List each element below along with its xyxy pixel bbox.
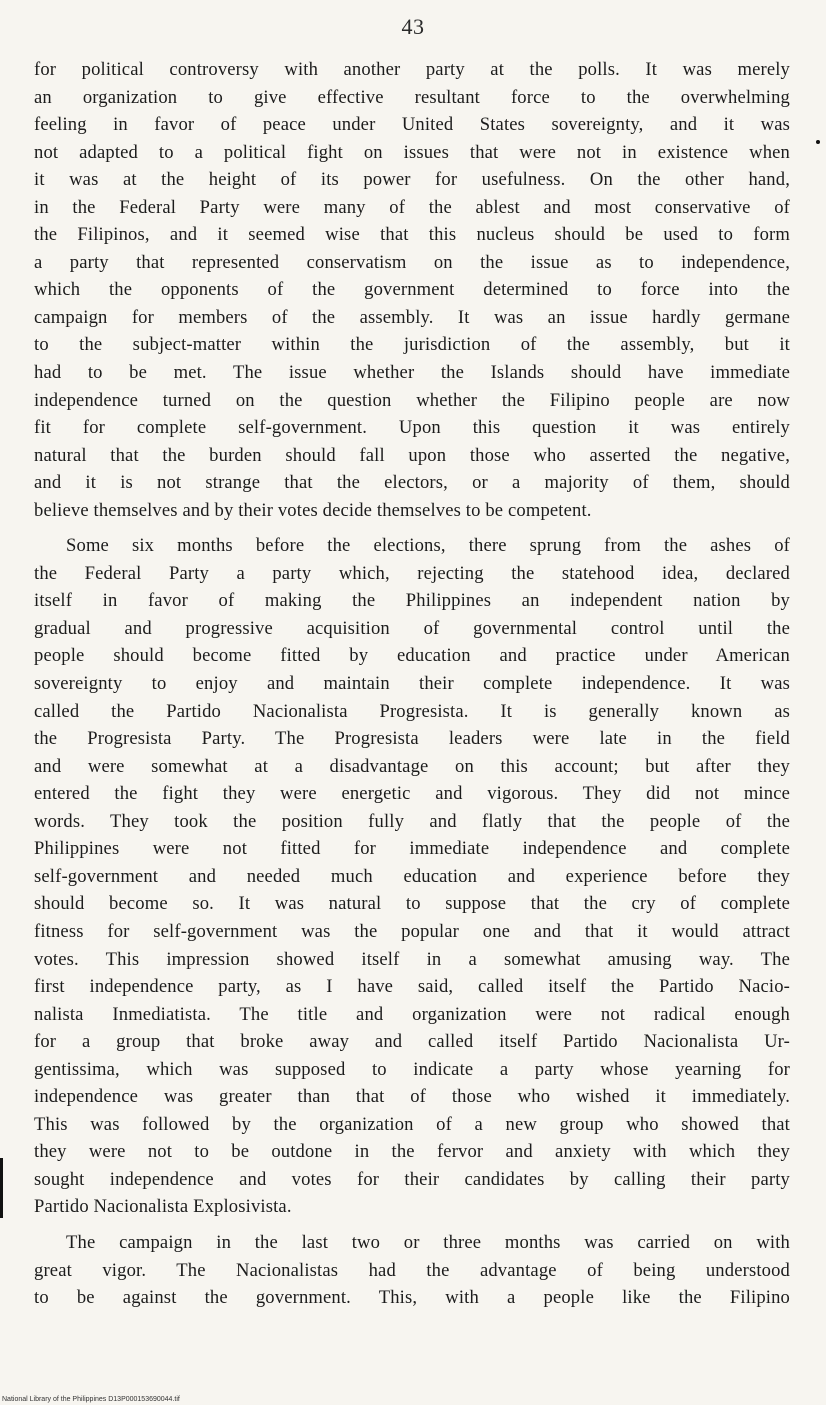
text-line: the Filipinos, and it seemed wise that this nucleus should be used to form xyxy=(34,224,790,246)
text-line: words. They took the position fully and flatly that the people of the xyxy=(34,810,790,832)
text-line: for political controversy with another party at the polls. It was merely xyxy=(34,59,790,80)
margin-mark xyxy=(816,140,820,144)
text-line: campaign for members of the assembly. It was an issue hardly germane xyxy=(34,306,790,328)
text-line: a party that represented conservatism on the issue as to independence, xyxy=(34,251,790,273)
text-line: the Federal Party a party which, rejecting the statehood idea, declared xyxy=(34,562,790,584)
text-line: nalista Inmediatista. The title and organization were not radical enough xyxy=(34,1003,790,1025)
text-line: This was followed by the organization of a new group who showed that xyxy=(34,1113,790,1135)
text-line: independence was greater than that of those who wished it immediately. xyxy=(34,1086,790,1108)
text-line: and it is not strange that the electors, or a majority of them, should xyxy=(34,472,790,494)
margin-bar xyxy=(0,1158,3,1218)
text-line: great vigor. The Nacionalistas had the advantage of being understood xyxy=(34,1259,790,1281)
text-line: in the Federal Party were many of the ablest and most conservative of xyxy=(34,196,790,218)
text-line: called the Partido Nacionalista Progresista. It is generally known as xyxy=(34,700,790,722)
text-line: had to be met. The issue whether the Islands should have immediate xyxy=(34,362,790,384)
paragraph-gap xyxy=(34,524,790,532)
text-line: which the opponents of the government determined to force into the xyxy=(34,279,790,301)
text-line: an organization to give effective resultant force to the overwhelming xyxy=(34,86,790,108)
text-line: they were not to be outdone in the fervor and anxiety with which they xyxy=(34,1141,790,1163)
text-line: to be against the government. This, with a people like the Filipino xyxy=(34,1287,790,1309)
text-line: The campaign in the last two or three months was carried on with xyxy=(66,1231,790,1253)
body-text xyxy=(34,56,790,1312)
text-line: sovereignty to enjoy and maintain their complete independence. It was xyxy=(34,673,790,695)
text-line: should become so. It was natural to suppose that the cry of complete xyxy=(34,893,790,915)
text-line: to the subject-matter within the jurisdiction of the assembly, but it xyxy=(34,334,790,356)
scan-footer: National Library of the Philippines D13P000153690044.tif xyxy=(2,1396,180,1403)
paragraph-gap xyxy=(34,1221,790,1229)
text-line: votes. This impression showed itself in a somewhat amusing way. The xyxy=(34,948,790,970)
text-line: entered the fight they were energetic and vigorous. They did not mince xyxy=(34,783,790,805)
text-line: and were somewhat at a disadvantage on this account; but after they xyxy=(34,755,790,777)
text-line: fit for complete self-government. Upon this question it was entirely xyxy=(34,417,790,439)
text-line: believe themselves and by their votes decide themselves to be competent. xyxy=(34,499,592,521)
paragraph xyxy=(34,532,790,1221)
text-line: sought independence and votes for their candidates by calling their party xyxy=(34,1168,790,1190)
text-line: the Progresista Party. The Progresista leaders were late in the field xyxy=(34,728,790,750)
text-line: independence turned on the question whether the Filipino people are now xyxy=(34,389,790,411)
text-line: feeling in favor of peace under United States sovereignty, and it was xyxy=(34,114,790,136)
text-line: itself in favor of making the Philippines an independent nation by xyxy=(34,590,790,612)
text-line: first independence party, as I have said, called itself the Partido Nacio- xyxy=(34,976,790,998)
text-line: self-government and needed much education and experience before they xyxy=(34,865,790,887)
text-line: it was at the height of its power for usefulness. On the other hand, xyxy=(34,169,790,191)
paragraph xyxy=(34,56,790,524)
paragraph xyxy=(34,1229,790,1312)
text-line: gentissima, which was supposed to indicate a party whose yearning for xyxy=(34,1058,790,1080)
text-line: people should become fitted by education and practice under American xyxy=(34,645,790,667)
text-line: gradual and progressive acquisition of governmental control until the xyxy=(34,617,790,639)
page-number: 43 xyxy=(401,14,425,39)
text-line: for a group that broke away and called itself Partido Nacionalista Ur- xyxy=(34,1031,790,1053)
text-line: Some six months before the elections, there sprung from the ashes of xyxy=(66,535,790,557)
text-line: Philippines were not fitted for immediate independence and complete xyxy=(34,838,790,860)
text-line: natural that the burden should fall upon those who asserted the negative, xyxy=(34,444,790,466)
text-line: fitness for self-government was the popular one and that it would attract xyxy=(34,920,790,942)
text-line: Partido Nacionalista Explosivista. xyxy=(34,1196,292,1218)
text-line: not adapted to a political fight on issues that were not in existence when xyxy=(34,141,790,163)
